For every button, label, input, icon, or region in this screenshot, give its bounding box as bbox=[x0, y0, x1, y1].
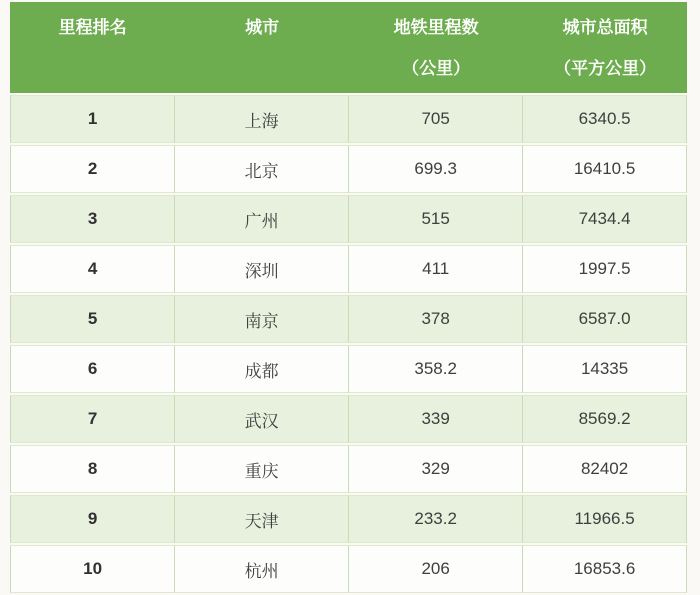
rank-cell: 1 bbox=[10, 95, 175, 143]
table-row bbox=[10, 245, 687, 293]
header-area bbox=[523, 2, 687, 93]
mileage-cell: 358.2 bbox=[349, 345, 523, 393]
rank-cell: 3 bbox=[10, 195, 175, 243]
mileage-cell: 339 bbox=[349, 395, 523, 443]
header-area-unit: （平方公里） bbox=[554, 59, 657, 78]
mileage-cell: 699.3 bbox=[349, 145, 523, 193]
city-cell: 上海 bbox=[175, 95, 349, 143]
mileage-cell: 233.2 bbox=[349, 495, 523, 543]
city-cell: 重庆 bbox=[175, 445, 349, 493]
area-cell: 1997.5 bbox=[523, 245, 687, 293]
table-row bbox=[10, 195, 687, 243]
area-cell: 7434.4 bbox=[523, 195, 687, 243]
mileage-cell: 705 bbox=[349, 95, 523, 143]
mileage-cell: 515 bbox=[349, 195, 523, 243]
city-cell: 武汉 bbox=[175, 395, 349, 443]
header-city-label: 城市 bbox=[245, 18, 280, 37]
area-cell: 8569.2 bbox=[523, 395, 687, 443]
table-row bbox=[10, 495, 687, 543]
subway-mileage-table bbox=[10, 0, 687, 595]
area-cell: 16853.6 bbox=[523, 545, 687, 593]
table-row bbox=[10, 395, 687, 443]
mileage-cell: 206 bbox=[349, 545, 523, 593]
header-area-label: 城市总面积 bbox=[562, 18, 648, 37]
table-row bbox=[10, 545, 687, 593]
rank-cell: 10 bbox=[10, 545, 175, 593]
area-cell: 82402 bbox=[523, 445, 687, 493]
table-row bbox=[10, 445, 687, 493]
city-cell: 杭州 bbox=[175, 545, 349, 593]
table-row bbox=[10, 95, 687, 143]
rank-cell: 2 bbox=[10, 145, 175, 193]
city-cell: 广州 bbox=[175, 195, 349, 243]
mileage-cell: 378 bbox=[349, 295, 523, 343]
city-cell: 成都 bbox=[175, 345, 349, 393]
area-cell: 14335 bbox=[523, 345, 687, 393]
rank-cell: 9 bbox=[10, 495, 175, 543]
mileage-cell: 411 bbox=[349, 245, 523, 293]
header-mileage bbox=[349, 2, 523, 93]
city-cell: 深圳 bbox=[175, 245, 349, 293]
mileage-cell: 329 bbox=[349, 445, 523, 493]
rank-cell: 5 bbox=[10, 295, 175, 343]
city-cell: 北京 bbox=[175, 145, 349, 193]
rank-cell: 8 bbox=[10, 445, 175, 493]
table-row bbox=[10, 145, 687, 193]
table-row bbox=[10, 345, 687, 393]
header-mileage-label: 地铁里程数 bbox=[393, 18, 479, 37]
header-rank bbox=[10, 2, 175, 93]
area-cell: 11966.5 bbox=[523, 495, 687, 543]
area-cell: 6340.5 bbox=[523, 95, 687, 143]
rank-cell: 6 bbox=[10, 345, 175, 393]
header-mileage-unit: （公里） bbox=[402, 59, 471, 78]
header-row bbox=[10, 2, 687, 93]
header-city bbox=[175, 2, 349, 93]
city-cell: 南京 bbox=[175, 295, 349, 343]
rank-cell: 4 bbox=[10, 245, 175, 293]
table-row bbox=[10, 295, 687, 343]
area-cell: 16410.5 bbox=[523, 145, 687, 193]
area-cell: 6587.0 bbox=[523, 295, 687, 343]
rank-cell: 7 bbox=[10, 395, 175, 443]
header-rank-label: 里程排名 bbox=[58, 18, 127, 37]
city-cell: 天津 bbox=[175, 495, 349, 543]
